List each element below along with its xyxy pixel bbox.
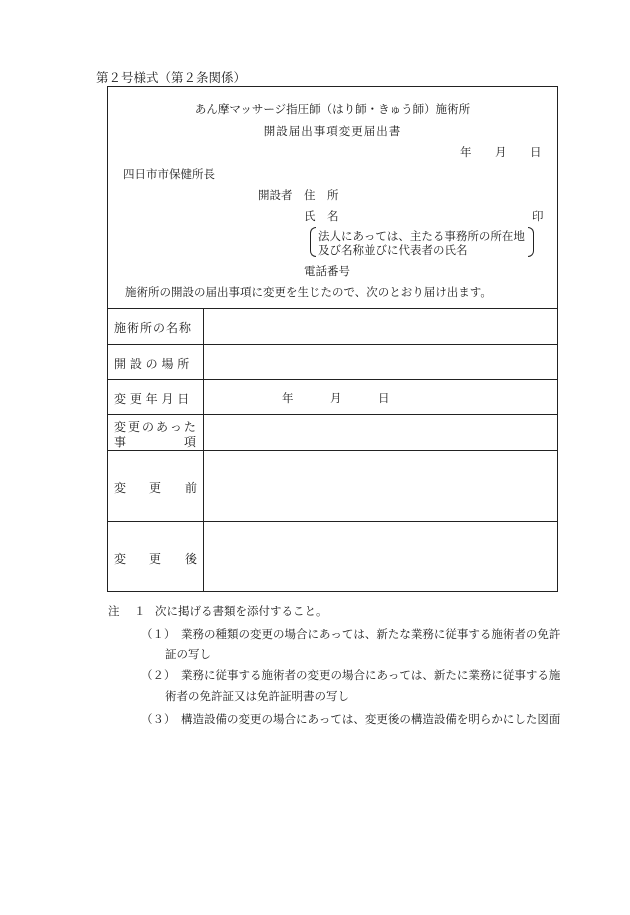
name-label: 氏 名 — [304, 209, 339, 223]
right-bracket — [528, 227, 534, 257]
notes-heading: 注 — [108, 604, 120, 618]
note-item-line2: 証の写し — [165, 647, 211, 661]
table-row — [108, 344, 557, 379]
phone-label: 電話番号 — [304, 264, 350, 278]
row-label-changed-item-line1: 変更のあった — [114, 420, 198, 434]
note-item-marker: （１） — [141, 627, 176, 641]
form-title-line1: あん摩マッサージ指圧師（はり師・きゅう師）施術所 — [194, 102, 471, 116]
change-date-year: 年 — [282, 391, 294, 405]
note-item-marker: （３） — [141, 712, 176, 726]
row-label-after-c: 後 — [185, 552, 198, 566]
row-label-before-c: 前 — [185, 481, 198, 495]
date-day-label: 日 — [530, 145, 542, 159]
date-month-label: 月 — [495, 145, 507, 159]
statement: 施術所の開設の届出事項に変更を生じたので、次のとおり届け出ます。 — [125, 285, 492, 299]
note-item-marker: （２） — [141, 668, 176, 682]
left-bracket — [310, 227, 316, 257]
row-label-before-a: 変 — [114, 481, 127, 495]
note-item-line1: 業務に従事する施術者の変更の場合にあっては、新たに業務に従事する施 — [181, 668, 561, 682]
table-row — [108, 379, 557, 414]
change-date-day: 日 — [378, 391, 390, 405]
row-label-after-b: 更 — [149, 552, 162, 566]
row-label-before-b: 更 — [149, 481, 162, 495]
row-label-after-a: 変 — [114, 552, 127, 566]
form-title-line2: 開設届出事項変更届出書 — [263, 124, 402, 138]
date-year-label: 年 — [460, 145, 472, 159]
change-details-table — [107, 308, 558, 592]
row-label-location: 開 設 の 場 所 — [114, 357, 190, 371]
note-item-line1: 構造設備の変更の場合にあっては、変更後の構造設備を明らかにした図面 — [181, 712, 561, 726]
address-label: 住 所 — [304, 188, 339, 202]
applicant-role: 開設者 — [258, 188, 293, 202]
recipient: 四日市市保健所長 — [123, 167, 215, 181]
table-row — [108, 414, 557, 450]
table-row — [108, 521, 557, 591]
form-header-section — [107, 86, 558, 308]
notes-number: １ — [134, 604, 146, 618]
note-item-line1: 業務の種類の変更の場合にあっては、新たな業務に従事する施術者の免許 — [181, 627, 561, 641]
row-label-change-date: 変 更 年 月 日 — [114, 392, 190, 406]
table-row — [108, 309, 557, 344]
seal-mark: 印 — [532, 209, 544, 223]
corporate-note-line1: 法人にあっては、主たる事務所の所在地 — [318, 229, 525, 243]
row-label-changed-item-line2a: 事 — [114, 435, 127, 449]
row-label-facility-name: 施術所の名称 — [114, 321, 193, 335]
row-label-changed-item-line2b: 項 — [184, 435, 197, 449]
corporate-note-line2: 及び名称並びに代表者の氏名 — [318, 243, 468, 257]
corporate-note — [310, 227, 534, 257]
change-date-month: 月 — [330, 391, 342, 405]
table-row — [108, 450, 557, 521]
form-number: 第２号様式（第２条関係） — [96, 70, 247, 85]
note-item-line2: 術者の免許証又は免許証明書の写し — [165, 689, 349, 703]
notes-intro: 次に掲げる書類を添付すること。 — [155, 604, 328, 618]
